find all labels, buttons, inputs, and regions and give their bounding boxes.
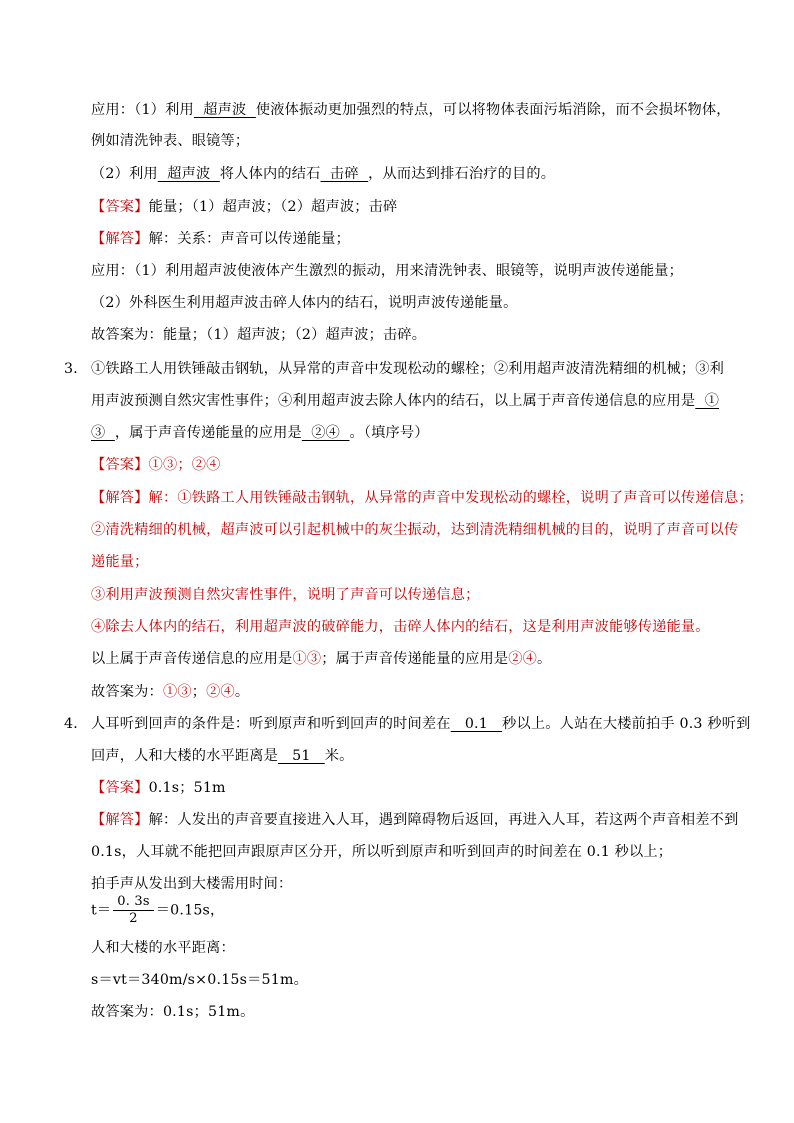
answer-tag: 【答案】 [91,199,149,215]
q4-solution-2: 0.1s，人耳就不能把回声跟原声区分开，所以听到原声和听到回声的时间差在 0.1 秒以上； [91,844,673,860]
solution-tag: 【解答】 [91,812,149,828]
blank-answer: 超声波 [157,166,220,182]
text: 。 [537,651,552,667]
fraction-denominator: 2 [129,911,138,926]
blank-answer: 0.1 [450,716,503,732]
text: （2）利用 [91,166,158,182]
blank-answer: ① [695,393,720,409]
q4-formula-distance: s＝vt＝340m/s×0.15s＝51m。 [91,972,309,988]
highlight: ②④ [508,651,538,667]
q4-question-1 [91,714,751,734]
text: 用声波预测自然灾害性事件；④利用超声波去除人体内的结石，以上属于声音传递信息的应用是 [91,393,696,409]
q4-question-2 [91,746,354,766]
highlight: ①③ [292,651,322,667]
q3-question-3 [91,423,429,443]
fraction [113,894,153,927]
blank-answer: ②④ [301,425,350,441]
blank-answer: ③ [91,425,115,441]
answer-text: 0.1s；51m [148,780,226,796]
text: 回声，人和大楼的水平距离是 [91,748,279,764]
q2-final-answer: 故答案为：能量；（1）超声波；（2）超声波；击碎。 [91,327,427,343]
answer-tag: 【答案】 [91,457,149,473]
q3-solution-6 [91,649,551,669]
blank-answer: 击碎 [320,166,369,182]
text: ，从而达到排石治疗的目的。 [368,166,556,182]
formula-rhs: ＝0.15s， [155,902,225,919]
app-line-1 [91,100,731,120]
text: 故答案为： [91,684,163,700]
q4-final-answer: 故答案为：0.1s；51m。 [91,1004,255,1020]
q3-solution-2: ②清洗精细的机械，超声波可以引起机械中的灰尘振动，达到清洗精细机械的目的，说明了声音可以传 [91,522,739,538]
answer-text: 能量；（1）超声波；（2）超声波；击碎 [148,199,398,215]
answer-text: ①③；②④ [148,457,221,473]
q2-solution-2: 应用：（1）利用超声波使液体产生激烈的振动，用来清洗钟表、眼镜等，说明声波传递能量； [91,263,684,279]
q3-answer [91,455,221,475]
q3-question-1: ①铁路工人用铁锤敲击钢轨，从异常的声音中发现松动的螺栓；②利用超声波清洗精细的机械；③利 [91,361,725,377]
app-line-2: 例如清洗钟表、眼镜等； [91,133,250,149]
q3-solution-1: 【解答】解：①铁路工人用铁锤敲击钢轨，从异常的声音中发现松动的螺栓，说明了声音可以传递信息； [91,490,753,506]
highlight: ②④ [206,684,235,700]
solution-text: 解：人发出的声音要直接进入人耳，遇到障碍物后返回，再进入人耳，若这两个声音相差不到 [148,812,739,828]
text: ； [191,684,207,700]
q3-number: 3． [64,361,88,377]
text: 。（填序号） [349,425,429,441]
text: 将人体内的结石 [219,166,321,182]
q3-solution-3: 递能量； [91,554,149,570]
q4-solution-1 [91,810,738,830]
q3-final-answer [91,682,249,702]
text: 应用：（1）利用 [91,102,194,118]
q4-solution-3: 拍手声从发出到大楼需用时间： [91,876,293,892]
blank-answer: 51 [278,748,325,764]
app-line-3 [91,164,555,184]
q3-solution-5: ④除去人体内的结石，利用超声波的破碎能力，击碎人体内的结石，这是利用声波能够传递能量。 [91,619,710,635]
solution-text: 解：关系：声音可以传递能量； [148,231,350,247]
text: ；属于声音传递能量的应用是 [321,651,509,667]
q4-number: 4． [64,716,88,732]
text: 人耳听到回声的条件是：听到原声和听到回声的时间差在 [91,716,451,732]
solution-tag: 【解答】 [91,231,149,247]
text: ，属于声音传递能量的应用是 [114,425,302,441]
text: 使液体振动更加强烈的特点，可以将物体表面污垢消除，而不会损坏物体， [255,102,731,118]
text: 。 [234,684,250,700]
q4-solution-4: 人和大楼的水平距离： [91,940,235,956]
blank-answer: 超声波 [193,102,256,118]
highlight: ①③ [162,684,192,700]
answer-tag: 【答案】 [91,780,149,796]
text: 米。 [324,748,354,764]
text: 以上属于声音传递信息的应用是 [91,651,293,667]
q4-formula-time [91,894,224,927]
q3-solution-4: ③利用声波预测自然灾害性事件，说明了声音可以传递信息； [91,587,480,603]
q2-answer [91,197,397,217]
q3-question-2 [91,391,719,411]
formula-lhs: t＝ [91,902,112,919]
text: 秒以上。人站在大楼前拍手 0.3 秒听到 [502,716,751,732]
q2-solution-1 [91,229,350,249]
q4-answer [91,778,226,798]
fraction-numerator: 0. 3s [113,894,153,911]
q2-solution-3: （2）外科医生利用超声波击碎人体内的结石，说明声波传递能量。 [91,295,518,311]
